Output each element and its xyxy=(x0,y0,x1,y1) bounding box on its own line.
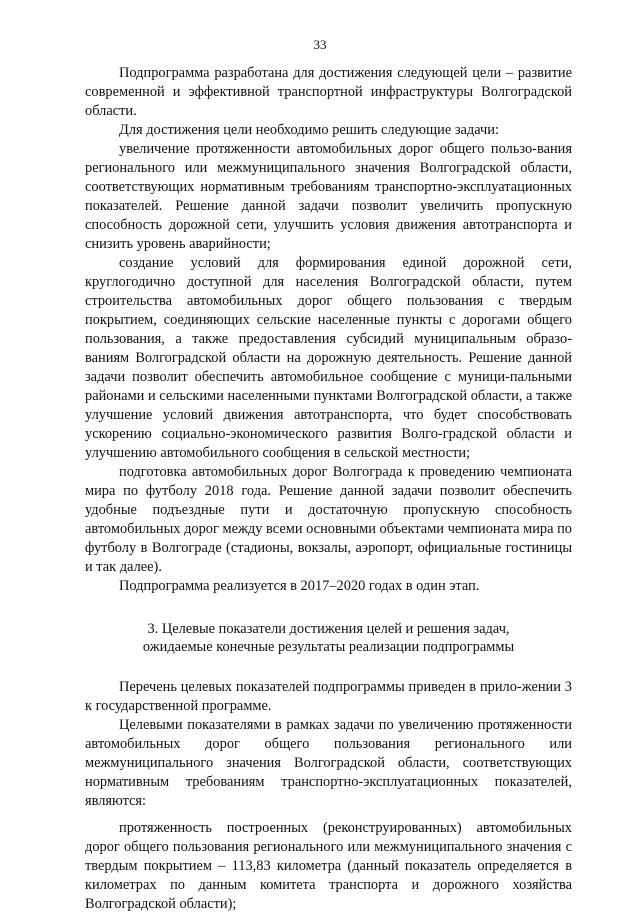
paragraph-tasks-intro: Для достижения цели необходимо решить следующие задачи: xyxy=(119,122,499,138)
paragraph-implementation-period: Подпрограмма реализуется в 2017–2020 годах в один этап. xyxy=(119,578,480,594)
paragraph-indicator-road-length: протяженность построенных (реконструированных) автомобильных дорог общего пользования регионального или межмуниципального значения с твердым покрытием – 113,83 километра (данный показатель определяется в километрах по данным комитета транспорта и дорожного хозяйства Волгоградской области); xyxy=(85,820,572,912)
paragraph-task-road-length: увеличение протяженности автомобильных дорог общего пользо-вания регионального или межмуниципального значения Волгоградской области, соответствующих нормативным требованиям транспортно-эксплуатационных показателей. Решение данной задачи позволит увеличить пропускную способность дорожной сети, улучшить условия движения автотранспорта и снизить уровень аварийности; xyxy=(85,141,572,252)
paragraph-task-world-cup: подготовка автомобильных дорог Волгограда к проведению чемпионата мира по футболу 2018 года. Решение данной задачи позволит обеспечить удобные подъездные пути и достаточную пропускную способность автомобильных дорог между всеми основными объектами чемпионата мира по футболу в Волгограде (стадионы, вокзалы, аэропорт, официальные гостиницы и так далее). xyxy=(85,464,572,575)
paragraph-task-road-network: создание условий для формирования единой дорожной сети, круглогодично доступной для населения Волгоградской области, путем строительства автомобильных дорог общего пользования с твердым покрытием, соединяющих сельские населенные пункты с дорогами общего пользования, а также предоставления субсидий муниципальным образо-ваниям Волгоградской области на дорожную деятельность. Решение данной задачи позволит обеспечить автомобильное сообщение с муници-пальными районами и сельскими населенными пунктами Волгоградской области, а также улучшение условий движения автотранспорта, что будет способствовать ускорению социально-экономического развития Волго-градской области и улучшению автомобильного сообщения в сельской местности; xyxy=(85,255,572,461)
document-body xyxy=(85,64,572,914)
section-heading xyxy=(85,620,572,656)
page-number: 33 xyxy=(313,37,327,52)
section-heading-line-1: 3. Целевые показатели достижения целей и решения задач, xyxy=(147,621,510,637)
section-heading-line-2: ожидаемые конечные результаты реализации подпрограммы xyxy=(142,639,515,655)
paragraph-goal: Подпрограмма разработана для достижения следующей цели – развитие современной и эффективной транспортной инфраструктуры Волгоградской области. xyxy=(85,65,572,119)
paragraph-indicators-list: Перечень целевых показателей подпрограммы приведен в прило-жении 3 к государственной программе. xyxy=(85,679,572,714)
paragraph-indicators-task: Целевыми показателями в рамках задачи по увеличению протяженности автомобильных дорог общего пользования регионального или межмуниципального значения Волгоградской области, соответствующих нормативным требованиям транспортно-эксплуатационных показателей, являются: xyxy=(85,717,572,809)
